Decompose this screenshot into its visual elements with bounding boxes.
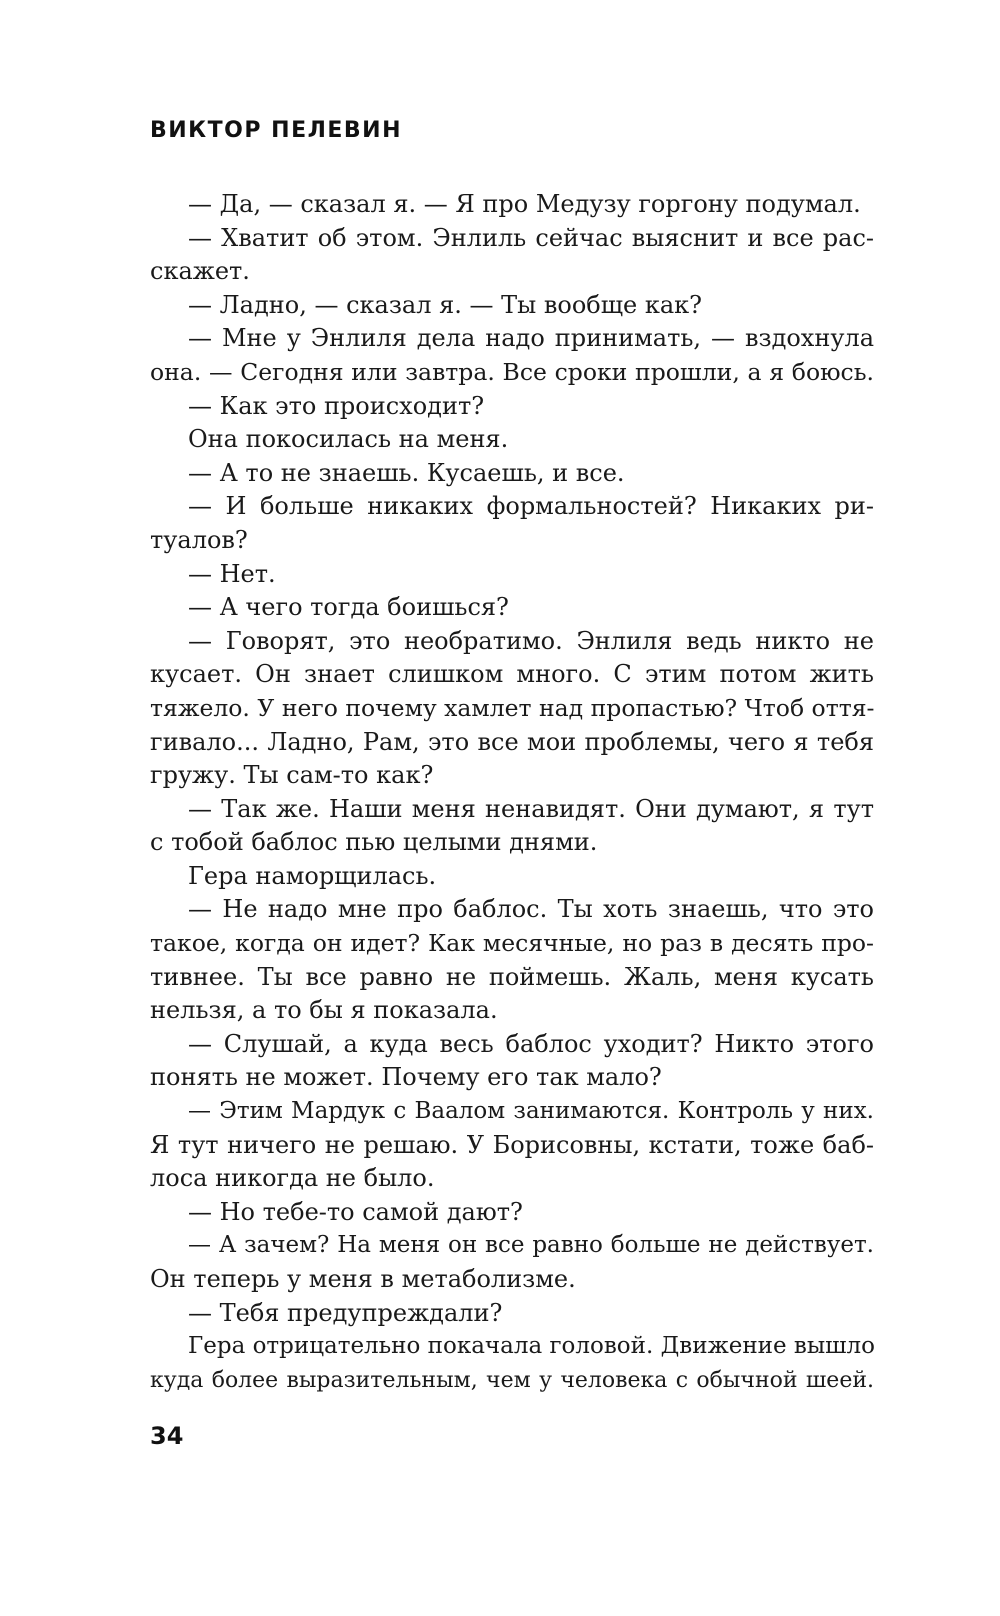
- text-line: — Мне у Энлиля дела надо принимать, — вздохнула: [188, 324, 874, 353]
- text-line: лоса никогда не было.: [150, 1164, 435, 1193]
- text-line: понять не может. Почему его так мало?: [150, 1063, 662, 1092]
- text-line: — Но тебе-то самой дают?: [188, 1197, 523, 1226]
- page-number: 34: [150, 1422, 184, 1450]
- text-line: кусает. Он знает слишком много. С этим потом жить: [150, 660, 874, 689]
- text-line: Я тут ничего не решаю. У Борисовны, кстати, тоже баб-: [150, 1130, 874, 1159]
- text-line: — Тебя предупреждали?: [188, 1298, 503, 1327]
- text-line: — Хватит об этом. Энлиль сейчас выяснит и все рас-: [188, 223, 874, 252]
- text-line: — Ладно, — сказал я. — Ты вообще как?: [188, 290, 703, 319]
- text-line: гивало... Ладно, Рам, это все мои проблемы, чего я тебя: [150, 727, 874, 756]
- text-line: Гера отрицательно покачала головой. Движение вышло: [188, 1333, 876, 1360]
- text-line: — Говорят, это необратимо. Энлиля ведь никто не: [188, 626, 874, 655]
- text-line: — Как это происходит?: [188, 391, 485, 420]
- text-line: гружу. Ты сам-то как?: [150, 761, 434, 790]
- text-line: — А зачем? На меня он все равно больше не действует.: [188, 1232, 874, 1259]
- text-line: — Нет.: [188, 559, 276, 588]
- running-head-author: ВИКТОР ПЕЛЕВИН: [150, 118, 402, 143]
- text-line: куда более выразительным, чем у человека с обычной шеей.: [150, 1367, 874, 1393]
- text-line: скажет.: [150, 257, 250, 286]
- text-line: с тобой баблос пью целыми днями.: [150, 828, 598, 857]
- text-line: — Да, — сказал я. — Я про Медузу горгону подумал.: [188, 190, 861, 218]
- text-line: — А чего тогда боишься?: [188, 593, 509, 622]
- text-line: — И больше никаких формальностей? Никаких ри-: [188, 492, 874, 521]
- text-line: Гера наморщилась.: [188, 861, 437, 890]
- text-line: — Этим Мардук с Ваалом занимаются. Контроль у них.: [188, 1098, 874, 1125]
- text-line: — Слушай, а куда весь баблос уходит? Никто этого: [188, 1029, 874, 1058]
- body-text: [150, 188, 874, 1397]
- text-line: Она покосилась на меня.: [188, 425, 509, 454]
- text-line: тивнее. Ты все равно не поймешь. Жаль, меня кусать: [150, 962, 874, 991]
- text-line: тяжело. У него почему хамлет над пропастью? Чтоб оття-: [150, 693, 875, 722]
- text-line: — Не надо мне про баблос. Ты хоть знаешь, что это: [188, 895, 874, 924]
- text-line: туалов?: [150, 525, 248, 554]
- text-line: — А то не знаешь. Кусаешь, и все.: [188, 458, 625, 487]
- text-line: — Так же. Наши меня ненавидят. Они думают, я тут: [188, 794, 874, 823]
- text-line: нельзя, а то бы я показала.: [150, 996, 498, 1025]
- text-line: она. — Сегодня или завтра. Все сроки прошли, а я боюсь.: [150, 357, 874, 386]
- text-line: такое, когда он идет? Как месячные, но раз в десять про-: [150, 929, 874, 958]
- text-line: Он теперь у меня в метаболизме.: [150, 1265, 576, 1293]
